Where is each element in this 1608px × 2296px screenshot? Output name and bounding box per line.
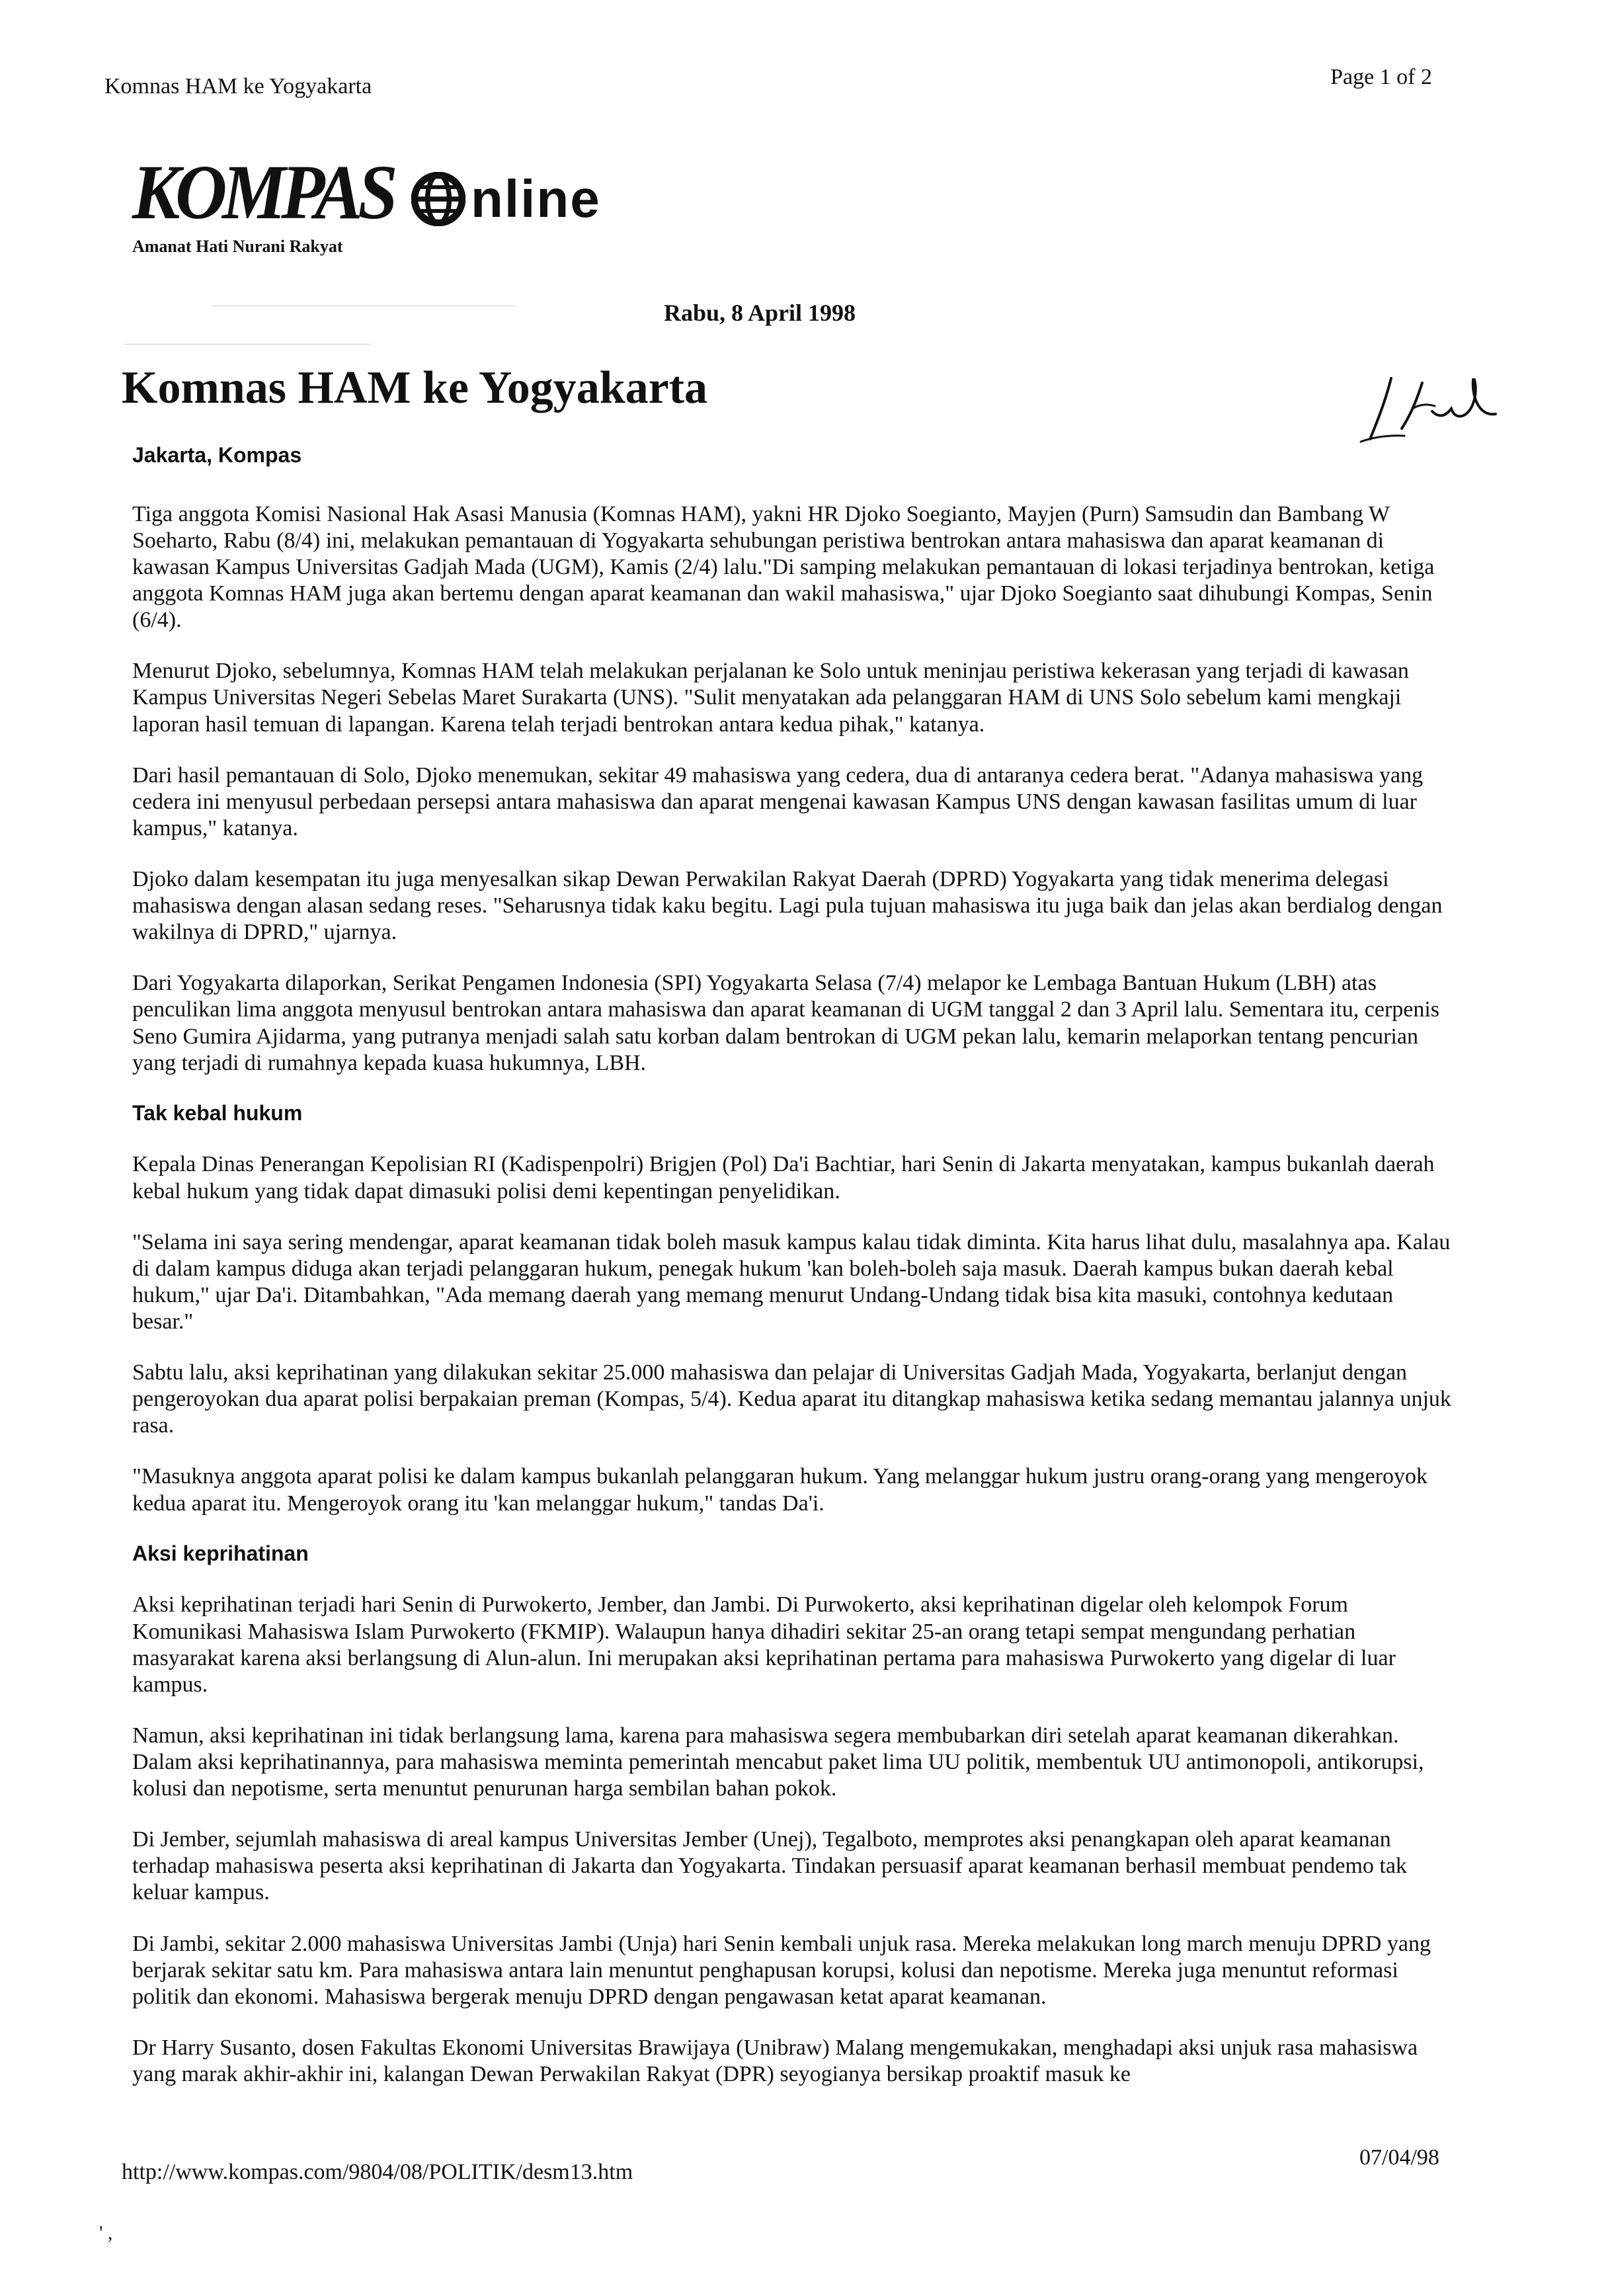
page-header-title: Komnas HAM ke Yogyakarta (104, 74, 372, 99)
logo-online-text: nline (471, 169, 601, 228)
article-subhead: Tak kebal hukum (132, 1100, 303, 1125)
scan-marks: ' , (99, 2222, 113, 2244)
article-title: Komnas HAM ke Yogyakarta (122, 362, 708, 413)
article-paragraph: Dr Harry Susanto, dosen Fakultas Ekonomi Universitas Brawijaya (Unibraw) Malang mengemukakan, menghadapi aksi unjuk rasa mahasiswa yang marak akhir-akhir ini, kalangan Dewan Perwakilan Rakyat (DPR) seyogianya bersikap proaktif masuk ke (132, 2035, 1418, 2086)
kompas-online-logo (132, 149, 714, 266)
handwritten-signature (1355, 331, 1501, 446)
article-paragraph: Dari Yogyakarta dilaporkan, Serikat Pengamen Indonesia (SPI) Yogyakarta Selasa (7/4) melapor ke Lembaga Bantuan Hukum (LBH) atas penculikan lima anggota menyusul bentrokan antara mahasiswa dan aparat keamanan di UGM tanggal 2 dan 3 April lalu. Sementara itu, cerpenis Seno Gumira Ajidarma, yang putranya menjadi salah satu korban dalam bentrokan di UGM pekan lalu, kemarin melaporkan tentang pencurian yang terjadi di rumahnya kepada kuasa hukumnya, LBH. (132, 971, 1440, 1075)
logo-online (411, 169, 601, 228)
article-paragraph: Tiga anggota Komisi Nasional Hak Asasi Manusia (Komnas HAM), yakni HR Djoko Soegianto, Mayjen (Purn) Samsudin dan Bambang W Soeharto, Rabu (8/4) ini, melakukan pemantauan di Yogyakarta sehubungan peristiwa bentrokan antara mahasiswa dan aparat keamanan di kawasan Kampus Universitas Gadjah Mada (UGM), Kamis (2/4) lalu."Di samping melakukan pemantauan di lokasi terjadinya bentrokan, ketiga anggota Komnas HAM juga akan bertemu dengan aparat keamanan dan wakil mahasiswa," ujar Djoko Soegianto saat dihubungi Kompas, Senin (6/4). (132, 501, 1435, 633)
article-paragraph: Aksi keprihatinan terjadi hari Senin di Purwokerto, Jember, dan Jambi. Di Purwokerto, aksi keprihatinan digelar oleh kelompok Forum Komunikasi Mahasiswa Islam Purwokerto (FKMIP). Walaupun hanya dihadiri sekitar 25-an orang tetapi sempat mengundang perhatian masyarakat karena aksi berlangsung di Alun-alun. Ini merupakan aksi keprihatinan pertama para mahasiswa Purwokerto yang digelar di luar kampus. (132, 1592, 1396, 1697)
page-number: Page 1 of 2 (1330, 65, 1432, 89)
article-paragraph: Dari hasil pemantauan di Solo, Djoko menemukan, sekitar 49 mahasiswa yang cedera, dua di antaranya cedera berat. "Adanya mahasiswa yang cedera ini menyusul perbedaan persepsi antara mahasiswa dan aparat mengenai kawasan Kampus UNS dengan kawasan fasilitas umum di luar kampus," katanya. (132, 762, 1424, 840)
article-paragraph: Kepala Dinas Penerangan Kepolisian RI (Kadispenpolri) Brigjen (Pol) Da'i Bachtiar, hari Senin di Jakarta menyatakan, kampus bukanlah daerah kebal hukum yang tidak dapat dimasuki polisi demi kepentingan penyelidikan. (132, 1152, 1435, 1204)
article-paragraph: Sabtu lalu, aksi keprihatinan yang dilakukan sekitar 25.000 mahasiswa dan pelajar di Universitas Gadjah Mada, Yogyakarta, berlanjut dengan pengeroyokan dua aparat polisi berpakaian preman (Kompas, 5/4). Kedua aparat itu ditangkap mahasiswa ketika sedang memantau jalannya unjuk rasa. (132, 1360, 1451, 1438)
logo-tagline: Amanat Hati Nurani Rakyat (132, 237, 343, 256)
article-date: Rabu, 8 April 1998 (664, 300, 856, 326)
article-paragraph: Djoko dalam kesempatan itu juga menyesalkan sikap Dewan Perwakilan Rakyat Daerah (DPRD) Yogyakarta yang tidak menerima delegasi mahasiswa dengan alasan sedang reses. "Seharusnya tidak kaku begitu. Lagi pula tujuan mahasiswa itu juga baik dan jelas akan berdialog dengan wakilnya di DPRD," ujarnya. (132, 866, 1443, 945)
faint-scan-line (126, 344, 370, 345)
footer-date: 07/04/98 (1359, 2145, 1439, 2170)
footer-url: http://www.kompas.com/9804/08/POLITIK/desm13.htm (122, 2160, 633, 2184)
article-paragraph: "Masuknya anggota aparat polisi ke dalam kampus bukanlah pelanggaran hukum. Yang melanggar hukum justru orang-orang yang mengeroyok kedua aparat itu. Mengeroyok orang itu 'kan melanggar hukum," tandas Da'i. (132, 1464, 1427, 1516)
article-paragraph: Namun, aksi keprihatinan ini tidak berlangsung lama, karena para mahasiswa segera membubarkan diri setelah aparat keamanan dikerahkan. Dalam aksi keprihatinannya, para mahasiswa meminta pemerintah mencabut paket lima UU politik, membentuk UU antimonopoli, antikorupsi, kolusi dan nepotisme, serta menuntut penurunan harga sembilan bahan pokok. (132, 1723, 1424, 1801)
article-dateline: Jakarta, Kompas (132, 443, 302, 467)
article-paragraph: Menurut Djoko, sebelumnya, Komnas HAM telah melakukan perjalanan ke Solo untuk meninjau peristiwa kekerasan yang terjadi di kawasan Kampus Universitas Negeri Sebelas Maret Surakarta (UNS). "Sulit menyatakan ada pelanggaran HAM di UNS Solo sebelum kami mengkaji laporan hasil temuan di lapangan. Karena telah terjadi bentrokan antara kedua pihak," katanya. (132, 659, 1409, 737)
article-subhead: Aksi keprihatinan (132, 1541, 309, 1565)
article-body (132, 443, 1456, 2112)
article-paragraph: "Selama ini saya sering mendengar, aparat keamanan tidak boleh masuk kampus kalau tidak diminta. Kita harus lihat dulu, masalahnya apa. Kalau di dalam kampus diduga akan terjadi pelanggaran hukum, penegak hukum 'kan boleh-boleh saja masuk. Daerah kampus bukan daerah kebal hukum," ujar Da'i. Ditambahkan, "Ada memang daerah yang memang menurut Undang-Undang tidak bisa kita masuki, contohnya kedutaan besar." (132, 1229, 1451, 1334)
logo-kompas: KOMPAS (132, 149, 393, 235)
article-paragraph: Di Jember, sejumlah mahasiswa di areal kampus Universitas Jember (Unej), Tegalboto, memprotes aksi penangkapan oleh aparat keamanan terhadap mahasiswa peserta aksi keprihatinan di Jakarta dan Yogyakarta. Tindakan persuasif aparat keamanan berhasil membuat pendemo tak keluar kampus. (132, 1827, 1407, 1905)
globe-icon (411, 172, 465, 226)
article-paragraph: Di Jambi, sekitar 2.000 mahasiswa Universitas Jambi (Unja) hari Senin kembali unjuk rasa. Mereka melakukan long march menuju DPRD yang berjarak sekitar satu km. Para mahasiswa antara lain menuntut penghapusan korupsi, kolusi dan nepotisme. Mereka juga menuntut reformasi politik dan ekonomi. Mahasiswa bergerak menuju DPRD dengan pengawasan ketat aparat keamanan. (132, 1931, 1431, 2009)
